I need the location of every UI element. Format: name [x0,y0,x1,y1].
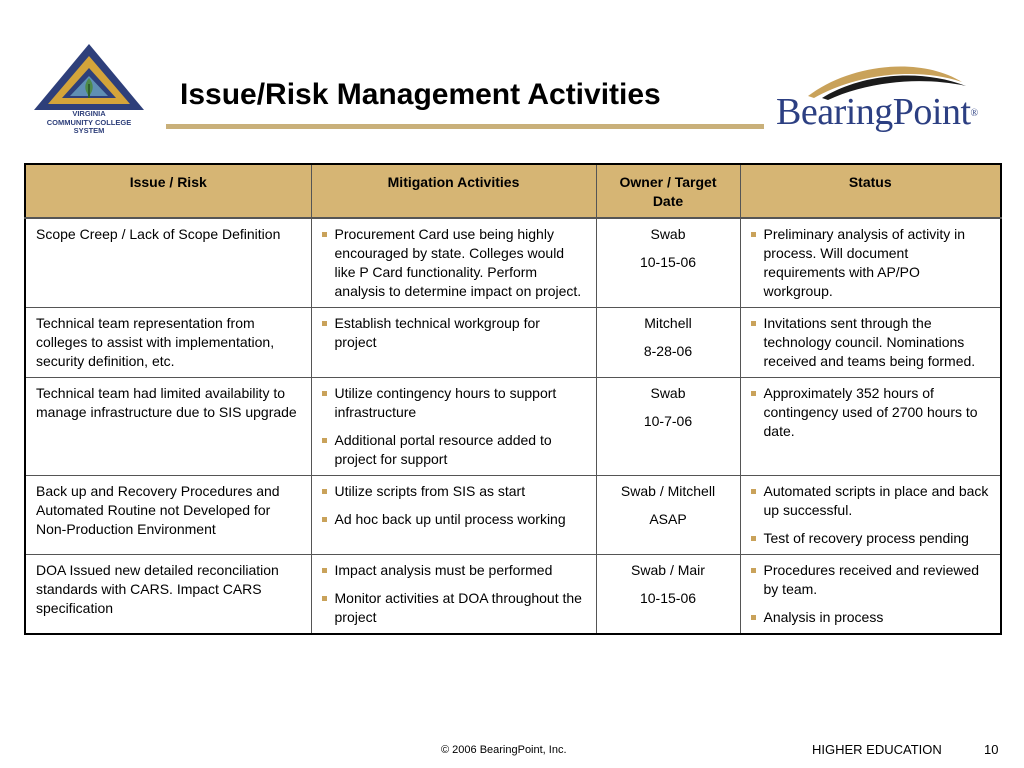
target-date: ASAP [649,511,687,527]
issue-cell: Scope Creep / Lack of Scope Definition [25,218,311,308]
owner-date-cell [596,476,740,555]
table-row [25,218,1001,308]
target-date: 10-15-06 [639,590,697,606]
status-cell [740,308,1001,378]
header-status: Status [740,164,1001,218]
mitigation-cell [311,218,596,308]
status-item: Automated scripts in place and back up successful. [751,482,991,520]
table-row [25,378,1001,476]
owner-name: Swab [650,385,686,401]
mitigation-item: Procurement Card use being highly encouraged by state. Colleges would like P Card functionality. Perform analysis to determine impact on project. [322,225,586,301]
status-cell [740,218,1001,308]
target-date: 10-7-06 [643,413,693,429]
registered-mark: ® [970,108,978,119]
owner-date-cell [596,555,740,635]
owner-date-cell [596,218,740,308]
issue-risk-table [24,163,1002,635]
mitigation-cell [311,308,596,378]
vccs-logo-text: VIRGINIA COMMUNITY COLLEGE SYSTEM [46,109,132,135]
owner-date-cell [596,378,740,476]
vccs-logo [26,40,156,144]
header-mitigation-activities: Mitigation Activities [311,164,596,218]
bearingpoint-wordmark [776,90,978,134]
slide-title: Issue/Risk Management Activities [180,78,661,111]
bearingpoint-wordmark-text: BearingPoint [776,91,971,133]
status-item: Approximately 352 hours of contingency used of 2700 hours to date. [751,384,991,441]
header-owner-target-date: Owner / Target Date [596,164,740,218]
owner-date-cell [596,308,740,378]
footer-department: HIGHER EDUCATION [812,742,942,757]
mitigation-item: Monitor activities at DOA throughout the project [322,589,586,627]
mitigation-item: Additional portal resource added to project for support [322,431,586,469]
owner-name: Swab / Mitchell [620,483,716,499]
table-row [25,476,1001,555]
status-cell [740,476,1001,555]
owner-name: Swab / Mair [631,562,705,578]
footer-copyright: © 2006 BearingPoint, Inc. [441,744,567,756]
table-row [25,555,1001,635]
issue-cell: DOA Issued new detailed reconciliation standards with CARS. Impact CARS specification [25,555,311,635]
status-item: Procedures received and reviewed by team. [751,561,991,599]
status-item: Invitations sent through the technology council. Nominations received and teams being formed. [751,314,991,371]
mitigation-item: Ad hoc back up until process working [322,510,586,529]
mitigation-item: Utilize scripts from SIS as start [322,482,586,501]
owner-name: Swab [650,226,686,242]
mitigation-item: Utilize contingency hours to support infrastructure [322,384,586,422]
status-cell [740,378,1001,476]
mitigation-cell [311,378,596,476]
title-underline [166,124,764,129]
page-number: 10 [984,742,999,757]
status-cell [740,555,1001,635]
owner-name: Mitchell [644,315,692,331]
target-date: 10-15-06 [639,254,697,270]
table-row [25,308,1001,378]
table-header-row [25,164,1001,218]
mitigation-item: Impact analysis must be performed [322,561,586,580]
status-item: Preliminary analysis of activity in process. Will document requirements with AP/PO workgroup. [751,225,991,301]
issue-cell: Technical team representation from colleges to assist with implementation, security definition, etc. [25,308,311,378]
bearingpoint-logo [770,56,980,136]
issue-cell: Technical team had limited availability to manage infrastructure due to SIS upgrade [25,378,311,476]
mitigation-item: Establish technical workgroup for project [322,314,586,352]
vccs-triangle-emblem-icon [26,40,152,112]
status-item: Analysis in process [751,608,991,627]
header-issue-risk: Issue / Risk [25,164,311,218]
issue-cell: Back up and Recovery Procedures and Automated Routine not Developed for Non-Production Environment [25,476,311,555]
status-item: Test of recovery process pending [751,529,991,548]
target-date: 8-28-06 [643,343,693,359]
mitigation-cell [311,476,596,555]
mitigation-cell [311,555,596,635]
